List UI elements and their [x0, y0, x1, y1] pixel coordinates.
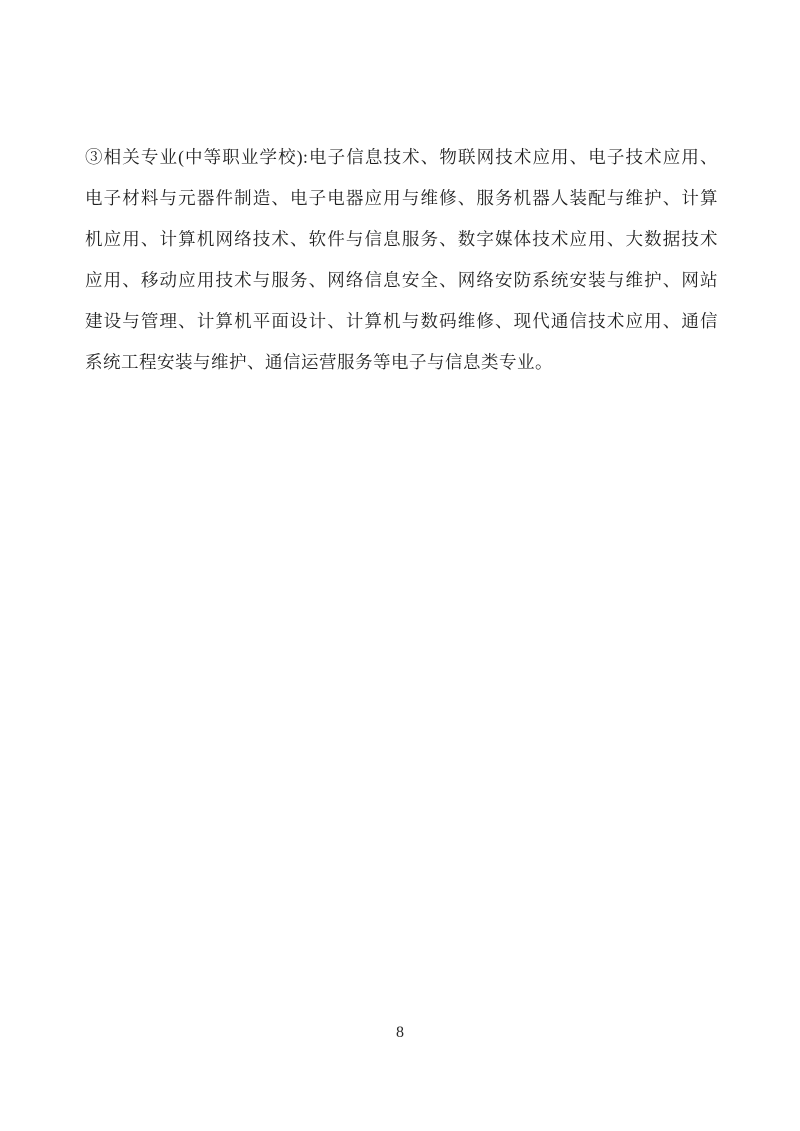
paragraph-line: 电子材料与元器件制造、电子电器应用与维修、服务机器人装配与维护、计算 [85, 188, 718, 208]
paragraph-line: 系统工程安装与维护、通信运营服务等电子与信息类专业。 [85, 352, 553, 372]
page-number: 8 [396, 1024, 404, 1041]
paragraph-line: ③相关专业(中等职业学校):电子信息技术、物联网技术应用、电子技术应用、 [85, 147, 718, 167]
paragraph-line: 机应用、计算机网络技术、软件与信息服务、数字媒体技术应用、大数据技术 [85, 229, 718, 249]
related-majors-paragraph [85, 137, 718, 383]
paragraph-line: 建设与管理、计算机平面设计、计算机与数码维修、现代通信技术应用、通信 [85, 311, 718, 331]
paragraph-line: 应用、移动应用技术与服务、网络信息安全、网络安防系统安装与维护、网站 [85, 270, 718, 290]
